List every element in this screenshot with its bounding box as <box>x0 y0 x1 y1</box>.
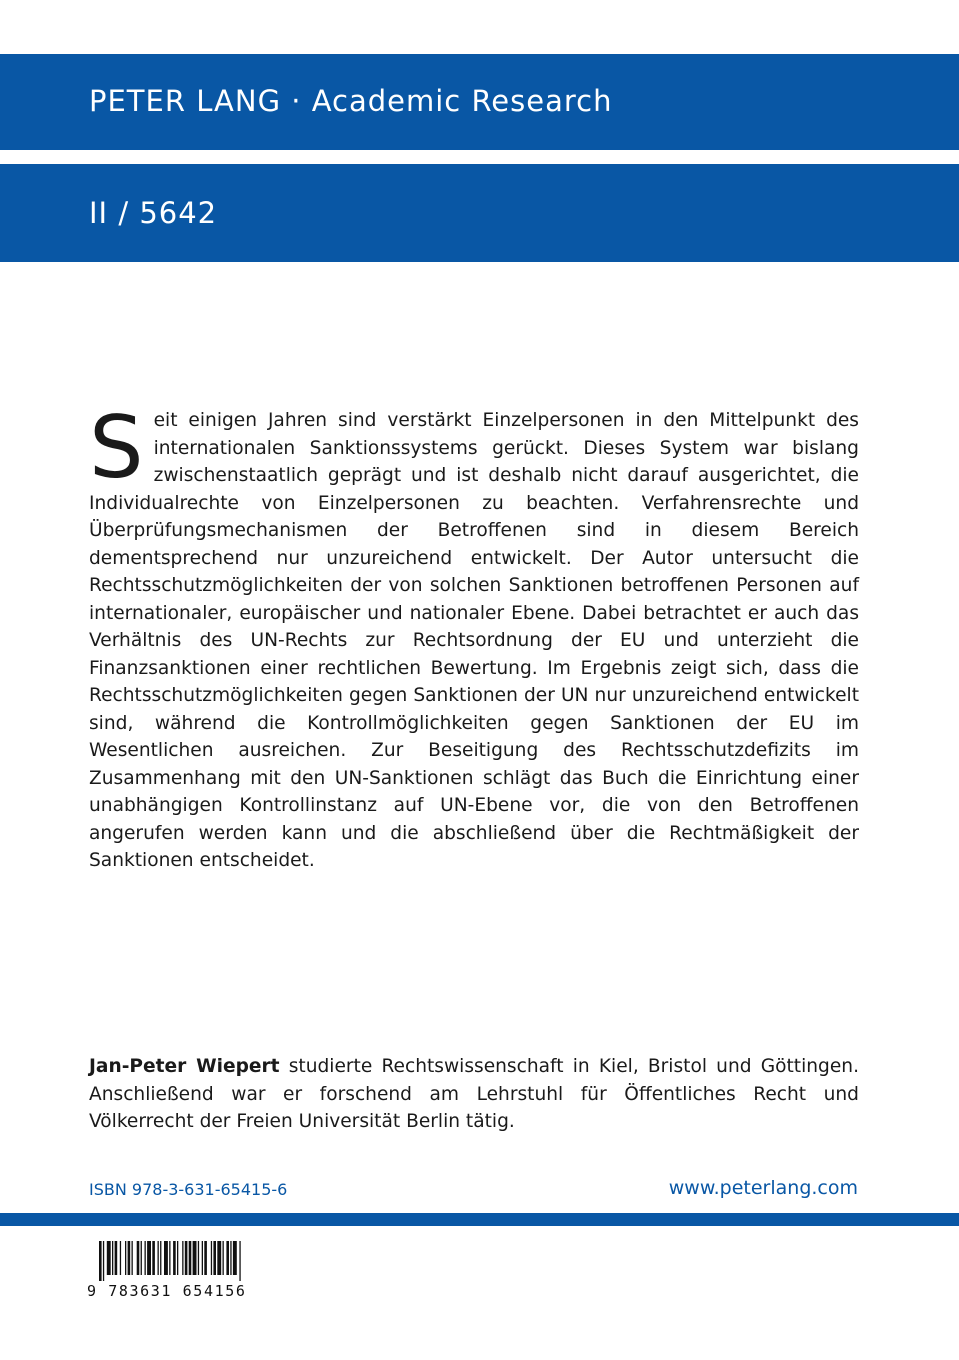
series-number: II / 5642 <box>89 196 218 230</box>
barcode-bar <box>160 1241 161 1275</box>
barcode-bars <box>87 1241 283 1281</box>
barcode-bar <box>182 1241 183 1275</box>
series-number-banner <box>0 164 959 262</box>
barcode-bar <box>120 1241 121 1275</box>
barcode-bar <box>141 1241 142 1275</box>
barcode-bar <box>177 1241 178 1275</box>
barcode-bar <box>107 1241 111 1275</box>
series-title: PETER LANG · Academic Research <box>89 84 613 118</box>
barcode-bar <box>112 1241 113 1275</box>
barcode-bar <box>185 1241 188 1275</box>
barcode-bar <box>137 1241 140 1275</box>
drop-cap: S <box>89 398 144 498</box>
author-name: Jan-Peter Wiepert <box>89 1056 280 1077</box>
barcode-bar <box>164 1241 168 1275</box>
barcode-bar <box>99 1241 102 1281</box>
barcode-bar <box>239 1241 240 1281</box>
barcode-bar <box>198 1241 199 1275</box>
author-bio <box>89 1053 859 1136</box>
barcode-bar <box>115 1241 118 1275</box>
barcode-bar <box>189 1241 192 1275</box>
barcode-bar <box>169 1241 170 1275</box>
barcode-bar <box>213 1241 216 1275</box>
barcode-bar <box>125 1241 126 1275</box>
barcode-bar <box>158 1241 159 1275</box>
isbn: ISBN 978-3-631-65415-6 <box>89 1180 288 1199</box>
barcode-bar <box>211 1241 212 1275</box>
barcode-digits: 9 783631 654156 <box>87 1282 247 1300</box>
footer-rule <box>0 1213 959 1226</box>
barcode-bar <box>230 1241 231 1275</box>
barcode-bar <box>233 1241 237 1275</box>
book-description <box>89 398 859 875</box>
barcode-bar <box>226 1241 229 1275</box>
barcode-bar <box>103 1241 104 1281</box>
barcode-bar <box>217 1241 221 1275</box>
barcode-bar <box>223 1241 224 1275</box>
barcode-bar <box>132 1241 133 1275</box>
barcode-bar <box>147 1241 151 1275</box>
barcode-bar <box>152 1241 155 1275</box>
series-banner <box>0 54 959 150</box>
barcode-bar <box>204 1241 207 1275</box>
publisher-website[interactable]: www.peterlang.com <box>668 1177 858 1199</box>
barcode-bar <box>173 1241 176 1275</box>
author-bio-text: studierte Rechtswissenschaft in Kiel, Bristol und Göttingen. Anschließend war er forschend am Lehrstuhl für Öffentliches Recht und Völkerrecht der Freien Universität Berlin tätig. <box>89 1056 859 1132</box>
barcode-bar <box>128 1241 131 1275</box>
barcode-bar <box>145 1241 146 1275</box>
barcode-bar <box>193 1241 197 1275</box>
barcode-bar <box>202 1241 203 1275</box>
description-text: eit einigen Jahren sind verstärkt Einzelpersonen in den Mittelpunkt des internationalen Sanktionssystems gerückt. Dieses System war bislang zwischenstaatlich geprägt und ist deshalb nicht darauf ausgerichtet, die Individualrechte von Einzelpersonen zu beachten. Verfahrensrechte und Überprüfungsmechanismen der Betroffenen sind in diesem Bereich dementsprechend nur unzureichend entwickelt. Der Autor untersucht die Rechtsschutzmöglichkeiten der von solchen Sanktionen betroffenen Personen auf internationaler, europäischer und nationaler Ebene. Dabei betrachtet er auch das Verhältnis des UN-Rechts zur Rechtsordnung der EU und unterzieht die Finanzsanktionen einer rechtlichen Bewertung. Im Ergebnis zeigt sich, dass die Rechtsschutzmöglichkeiten gegen Sanktionen der UN nur unzureichend entwickelt sind, während die Kontrollmöglichkeiten gegen Sanktionen der EU im Wesentlichen ausreichen. Zur Beseitigung des Rechtsschutzdefizits im Zusammenhang mit den UN-Sanktionen schlägt das Buch die Einrichtung einer unabhängigen Kontrollinstanz auf UN-Ebene vor, die von den Betroffenen angerufen werden kann und die abschließend über die Rechtmäßigkeit der Sanktionen entscheidet. <box>89 410 859 871</box>
